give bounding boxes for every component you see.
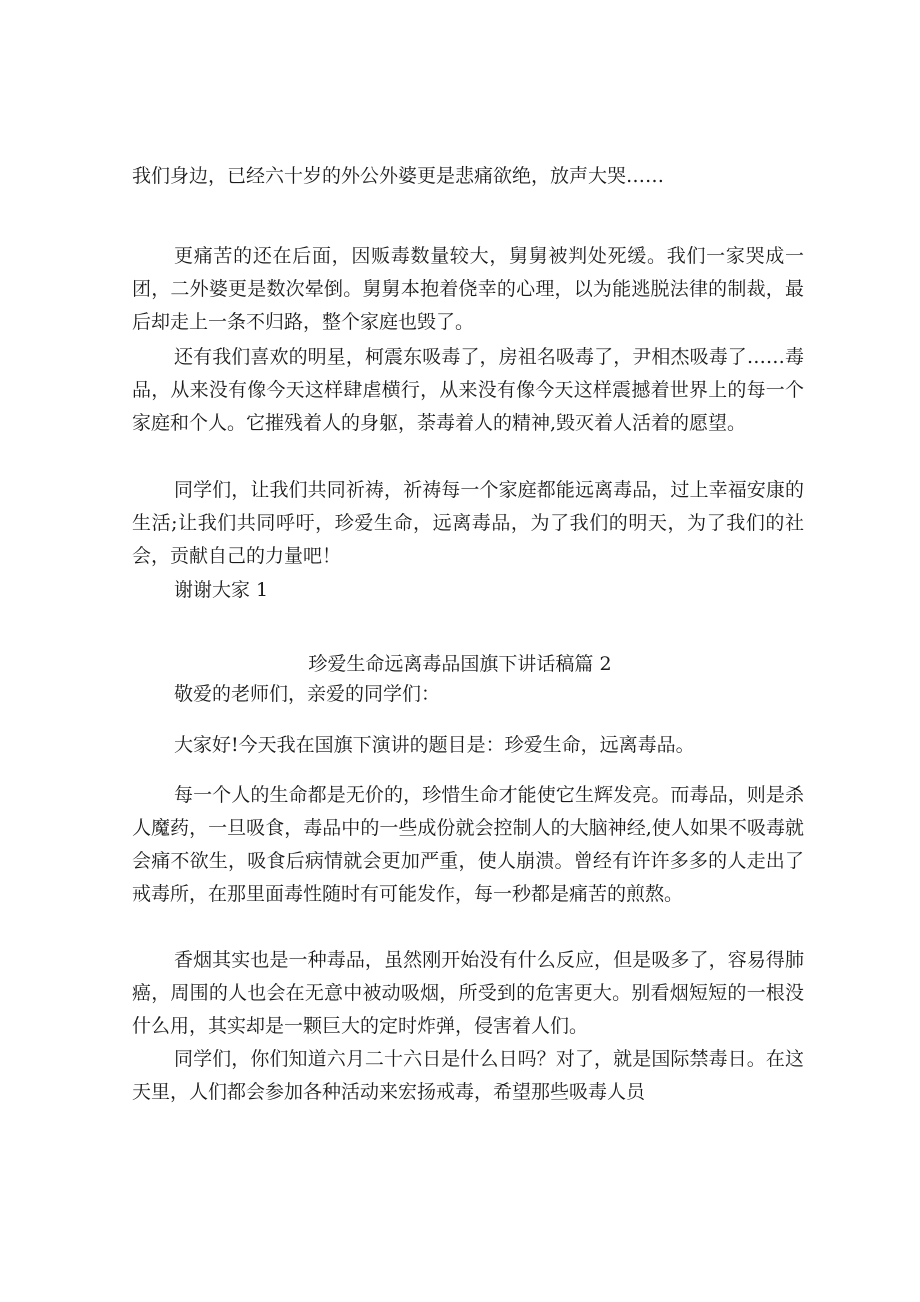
section-title: 珍爱生命远离毒品国旗下讲话稿篇 2 — [308, 653, 612, 675]
closing-line: 谢谢大家 1 — [174, 579, 269, 601]
paragraph-continuation: 我们身边，已经六十岁的外公外婆更是悲痛欲绝，放声大哭…… — [132, 165, 665, 187]
salutation: 敬爱的老师们，亲爱的同学们： — [174, 683, 441, 705]
paragraph: 还有我们喜欢的明星，柯震东吸毒了，房祖名吸毒了，尹相杰吸毒了……毒品，从来没有像今天这样肆虐横行，从来没有像今天这样震撼着世界上的每一个家庭和个人。它摧残着人的身躯，荼毒着人的精神,毁灭着人活着的愿望。 — [132, 346, 804, 434]
paragraph: 每一个人的生命都是无价的，珍惜生命才能使它生辉发亮。而毒品，则是杀人魔药，一旦吸食，毒品中的一些成份就会控制人的大脑神经,使人如果不吸毒就会痛不欲生，吸食后病情就会更加严重，使人崩溃。曾经有许许多多的人走出了戒毒所，在那里面毒性随时有可能发作，每一秒都是痛苦的煎熬。 — [132, 784, 804, 905]
paragraph: 更痛苦的还在后面，因贩毒数量较大，舅舅被判处死缓。我们一家哭成一团，二外婆更是数次晕倒。舅舅本抱着侥幸的心理，以为能逃脱法律的制裁，最后却走上一条不归路，整个家庭也毁了。 — [132, 245, 804, 333]
paragraph: 同学们，让我们共同祈祷，祈祷每一个家庭都能远离毒品，过上幸福安康的生活;让我们共同呼吁，珍爱生命，远离毒品，为了我们的明天，为了我们的社会，贡献自己的力量吧！ — [132, 479, 804, 567]
paragraph: 大家好!今天我在国旗下演讲的题目是：珍爱生命，远离毒品。 — [174, 734, 695, 756]
paragraph: 香烟其实也是一种毒品，虽然刚开始没有什么反应，但是吸多了，容易得肺癌，周围的人也会在无意中被动吸烟，所受到的危害更大。别看烟短短的一根没什么用，其实却是一颗巨大的定时炸弹，侵害着人们。 — [132, 949, 804, 1037]
paragraph: 同学们，你们知道六月二十六日是什么日吗？对了，就是国际禁毒日。在这天里，人们都会参加各种活动来宏扬戒毒，希望那些吸毒人员 — [132, 1048, 804, 1103]
